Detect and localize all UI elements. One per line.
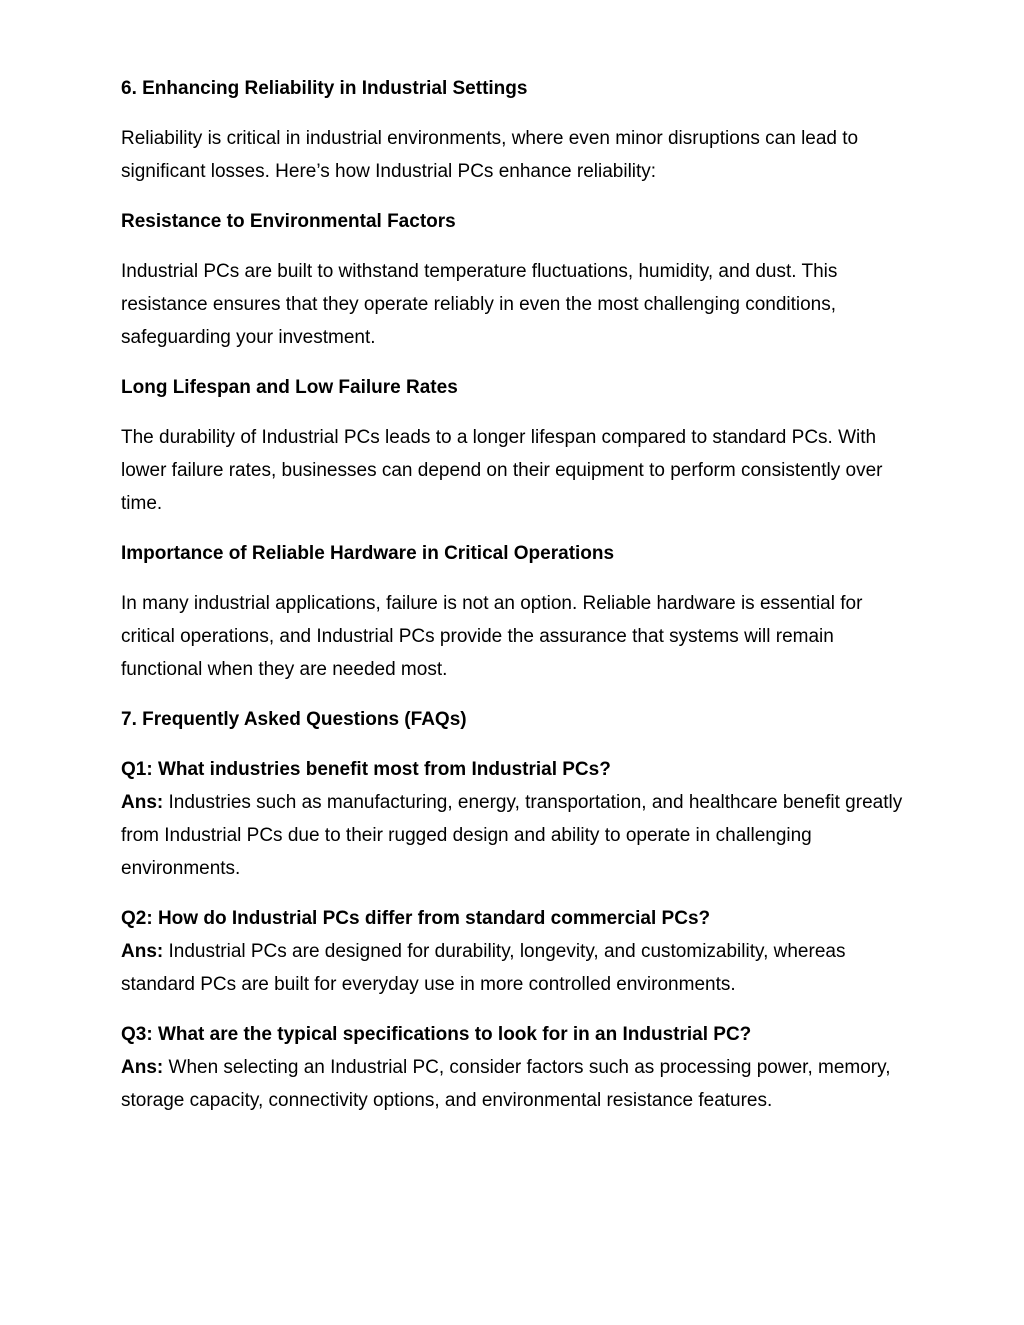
faq-answer-text: Industries such as manufacturing, energy, transportation, and healthcare benefit greatly from Industrial PCs due to their rugged design and ability to operate in challenging environments. xyxy=(121,792,903,879)
item-2-body: The durability of Industrial PCs leads to a longer lifespan compared to standard PCs. With lower failure rates, businesses can depend on their equipment to perform consistently over time. xyxy=(121,427,883,514)
faq-answer-label: Ans: xyxy=(121,792,164,813)
faq-question-3: Q3: What are the typical specifications to look for in an Industrial PC? xyxy=(121,1024,752,1045)
faq-answer-3 xyxy=(121,1051,911,1117)
section-6-heading: 6. Enhancing Reliability in Industrial Settings xyxy=(121,78,528,99)
faq-answer-1 xyxy=(121,786,911,885)
faq-answer-label: Ans: xyxy=(121,941,164,962)
document-page xyxy=(121,72,911,1134)
faq-item-1 xyxy=(121,753,911,885)
faq-item-3 xyxy=(121,1018,911,1117)
faq-item-2 xyxy=(121,902,911,1001)
item-2-title: Long Lifespan and Low Failure Rates xyxy=(121,377,458,398)
faq-answer-label: Ans: xyxy=(121,1057,164,1078)
faq-question-2: Q2: How do Industrial PCs differ from standard commercial PCs? xyxy=(121,908,711,929)
item-1-body: Industrial PCs are built to withstand temperature fluctuations, humidity, and dust. This resistance ensures that they operate reliably in even the most challenging conditions, safeguarding your investment. xyxy=(121,261,838,348)
faq-answer-text: When selecting an Industrial PC, consider factors such as processing power, memory, storage capacity, connectivity options, and environmental resistance features. xyxy=(121,1057,891,1111)
item-3-body: In many industrial applications, failure is not an option. Reliable hardware is essential for critical operations, and Industrial PCs provide the assurance that systems will remain functional when they are needed most. xyxy=(121,593,863,680)
item-3-title: Importance of Reliable Hardware in Critical Operations xyxy=(121,543,615,564)
faq-answer-2 xyxy=(121,935,911,1001)
faq-answer-text: Industrial PCs are designed for durability, longevity, and customizability, whereas standard PCs are built for everyday use in more controlled environments. xyxy=(121,941,846,995)
item-1-title: Resistance to Environmental Factors xyxy=(121,211,456,232)
faq-question-1: Q1: What industries benefit most from Industrial PCs? xyxy=(121,759,611,780)
section-7-heading: 7. Frequently Asked Questions (FAQs) xyxy=(121,709,467,730)
section-6-intro: Reliability is critical in industrial environments, where even minor disruptions can lead to significant losses. Here’s how Industrial PCs enhance reliability: xyxy=(121,128,859,182)
